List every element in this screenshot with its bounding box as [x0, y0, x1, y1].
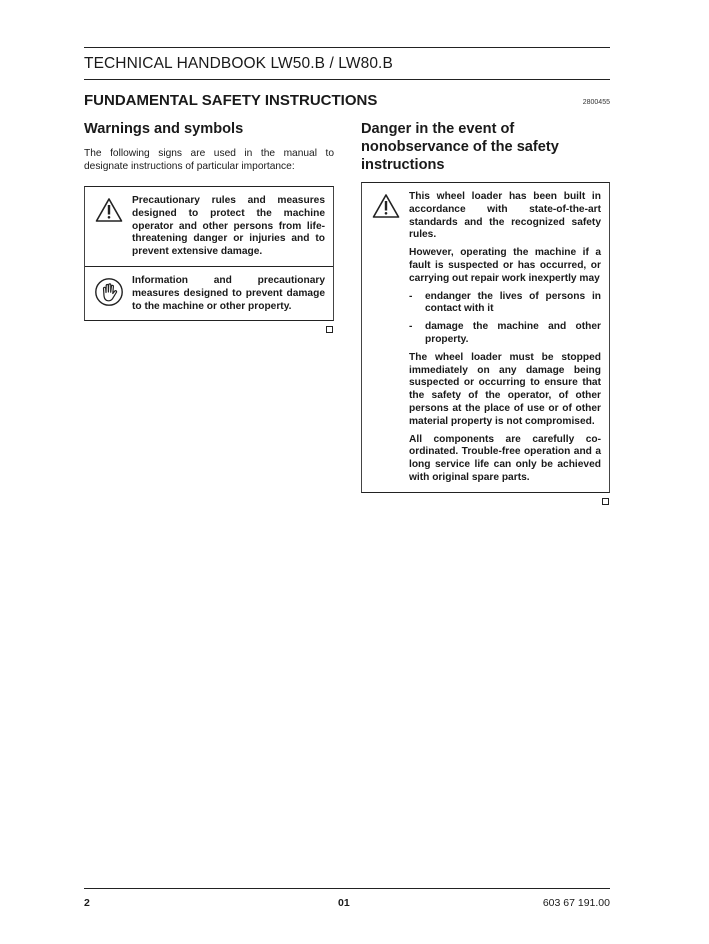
list-marker: -	[409, 290, 413, 302]
header-rule	[84, 79, 610, 80]
section-end-mark	[326, 326, 333, 333]
top-rule	[84, 47, 610, 48]
hand-stop-icon	[85, 275, 132, 313]
chapter-number: 01	[338, 897, 350, 909]
left-column	[84, 120, 334, 333]
danger-heading: Danger in the event of nonobservance of the safety instructions	[361, 121, 559, 173]
section-end-mark	[602, 498, 609, 505]
document-code: 2800455	[582, 99, 610, 106]
danger-box	[361, 182, 610, 493]
sign-row-hand	[85, 266, 333, 320]
intro-text: The following signs are used in the manual to designate instructions of particular importance:	[84, 148, 334, 172]
list-item-text: damage the machine and other property.	[425, 321, 601, 345]
part-number: 603 67 191.00	[542, 897, 610, 909]
footer-rule	[84, 888, 610, 889]
danger-text	[409, 191, 601, 485]
warnings-heading: Warnings and symbols	[84, 121, 244, 137]
handbook-title: TECHNICAL HANDBOOK LW50.B / LW80.B	[84, 55, 393, 72]
list-item	[409, 291, 601, 317]
section-title: FUNDAMENTAL SAFETY INSTRUCTIONS	[84, 92, 378, 109]
danger-paragraph: This wheel loader has been built in accordance with state-of-the-art standards and the recognized safety rules.	[409, 191, 601, 241]
danger-paragraph: The wheel loader must be stopped immediately on any damage being suspected or occurring to ensure that the safety of the operator, of other persons at the place of use or of other material property is not compromised.	[409, 351, 601, 427]
signs-box	[84, 186, 334, 321]
danger-paragraph: All components are carefully co-ordinated. Trouble-free operation and a long service life can only be achieved with original spare parts.	[409, 433, 601, 483]
list-item	[409, 321, 601, 347]
sign-text: Information and precautionary measures designed to prevent damage to the machine or other property.	[132, 274, 325, 312]
warning-triangle-icon	[362, 191, 409, 485]
danger-row	[362, 183, 609, 492]
page-number: 2	[84, 897, 90, 909]
danger-paragraph: However, operating the machine if a fault is suspected or has occurred, or carrying out repair work inexpertly may	[409, 247, 601, 284]
list-item-text: endanger the lives of persons in contact with it	[425, 290, 601, 315]
sign-text: Precautionary rules and measures designed to protect the machine operator and other persons from life-threatening danger or injuries and to prevent extensive damage.	[132, 195, 325, 258]
warning-triangle-icon	[85, 195, 132, 259]
right-column	[361, 120, 610, 505]
list-marker: -	[409, 321, 413, 333]
sign-row-warning	[85, 187, 333, 266]
